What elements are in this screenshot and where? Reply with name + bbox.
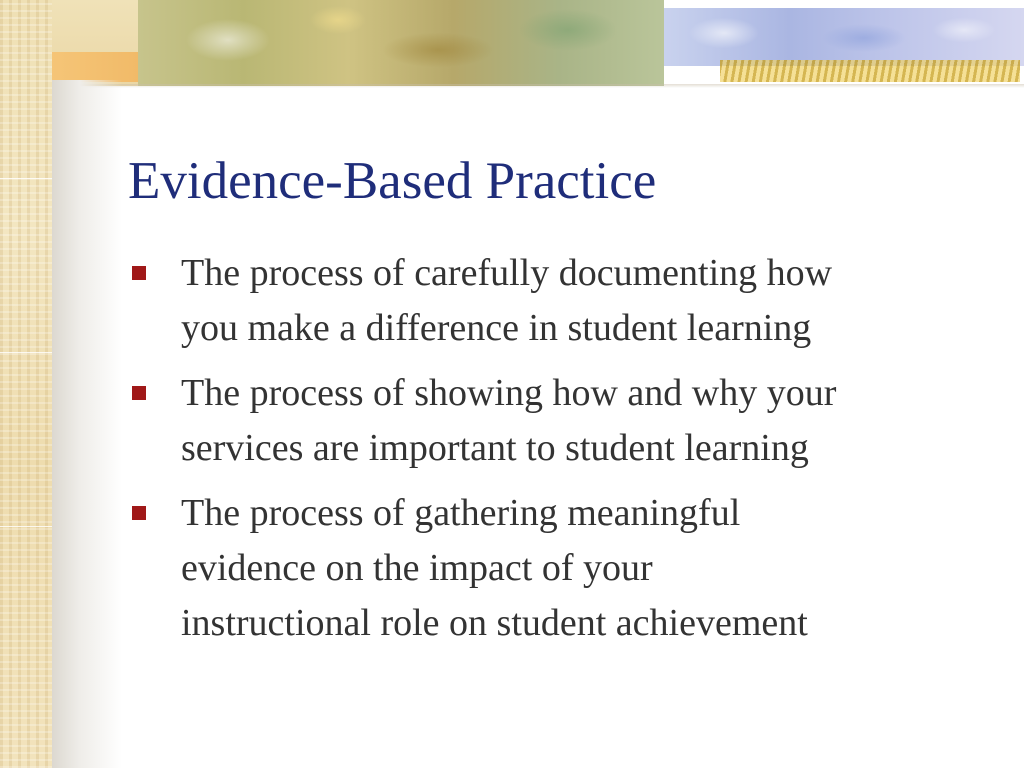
square-bullet-icon — [132, 266, 146, 280]
strip-seam — [0, 352, 52, 353]
bullet-text-line: services are important to student learning — [181, 427, 809, 469]
bullet-text-line: evidence on the impact of your — [181, 547, 653, 589]
banner-fade — [52, 84, 1024, 88]
bullet-text-line: instructional role on student achievement — [181, 602, 808, 644]
content-shadow — [52, 80, 122, 768]
left-decorative-strip — [0, 0, 52, 768]
bullet-text-line: The process of showing how and why your — [181, 372, 837, 414]
bullet-item — [128, 246, 1008, 356]
banner-blue-image — [664, 8, 1024, 66]
slide-title: Evidence-Based Practice — [128, 152, 657, 210]
bullet-list — [128, 246, 1008, 661]
banner-gold-texture — [720, 60, 1020, 82]
bullet-item — [128, 366, 1008, 476]
header-banner-image — [0, 0, 1024, 86]
bullet-text-line: The process of carefully documenting how — [181, 252, 833, 294]
strip-seam — [0, 178, 52, 179]
bullet-item — [128, 486, 1008, 651]
strip-seam — [0, 526, 52, 527]
bullet-text-line: you make a difference in student learning — [181, 307, 812, 349]
square-bullet-icon — [132, 506, 146, 520]
bullet-text-line: The process of gathering meaningful — [181, 492, 741, 534]
banner-leaves-image — [138, 0, 664, 86]
square-bullet-icon — [132, 386, 146, 400]
